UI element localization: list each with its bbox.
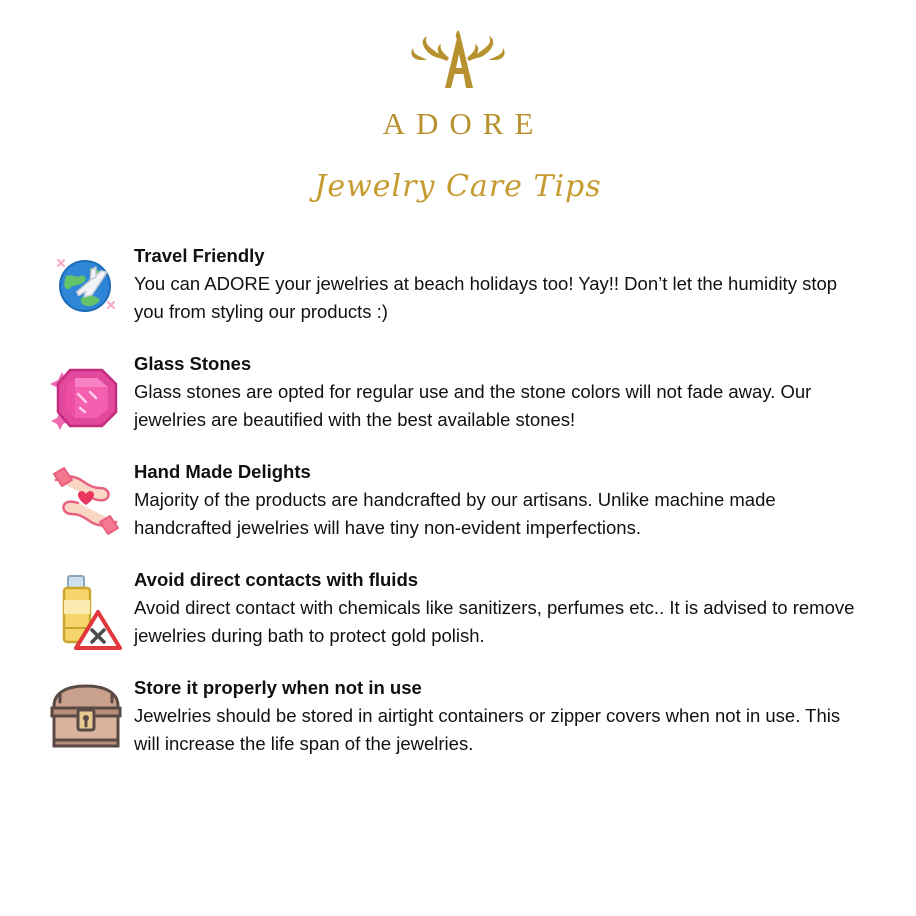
tip-title: Travel Friendly — [134, 245, 265, 266]
care-tips-list — [0, 244, 916, 762]
tip-text: Avoid direct contact with chemicals like sanitizers, perfumes etc.. It is advised to remove jewelries during bath to protect gold polish. — [134, 596, 855, 647]
tip-content — [134, 460, 878, 542]
list-item — [38, 676, 878, 762]
tip-title: Glass Stones — [134, 353, 252, 374]
tip-content — [134, 352, 878, 434]
footer-spacer — [0, 879, 916, 916]
pink-gemstone-icon — [38, 352, 134, 438]
globe-airplane-travel-icon — [38, 244, 134, 330]
tip-text: Majority of the products are handcrafted by our artisans. Unlike machine made handcrafted jewelries will have tiny non-evident imperfections. — [134, 488, 776, 539]
tip-text: Glass stones are opted for regular use and the stone colors will not fade away. Our jewelries are beautified with the best available stones! — [134, 380, 812, 431]
adore-ornate-a-logo-icon — [393, 26, 523, 106]
list-item — [38, 460, 878, 546]
page-title: Jewelry Care Tips — [314, 169, 602, 204]
chemical-spray-warning-icon — [38, 568, 134, 654]
tip-title: Hand Made Delights — [134, 461, 311, 482]
tip-text: You can ADORE your jewelries at beach holidays too! Yay!! Don’t let the humidity stop you from styling our products :) — [134, 272, 838, 323]
hands-holding-heart-icon — [38, 460, 134, 546]
tip-text: Jewelries should be stored in airtight containers or zipper covers when not in use. This will increase the life span of the jewelries. — [134, 704, 841, 755]
list-item — [38, 568, 878, 654]
tip-content — [134, 244, 878, 326]
tip-content — [134, 676, 878, 758]
tip-title: Avoid direct contacts with fluids — [134, 569, 419, 590]
tip-content — [134, 568, 878, 650]
brand-header — [0, 0, 916, 204]
treasure-chest-icon — [38, 676, 134, 762]
list-item — [38, 244, 878, 330]
brand-wordmark: ADORE — [382, 106, 545, 141]
list-item — [38, 352, 878, 438]
tip-title: Store it properly when not in use — [134, 677, 422, 698]
